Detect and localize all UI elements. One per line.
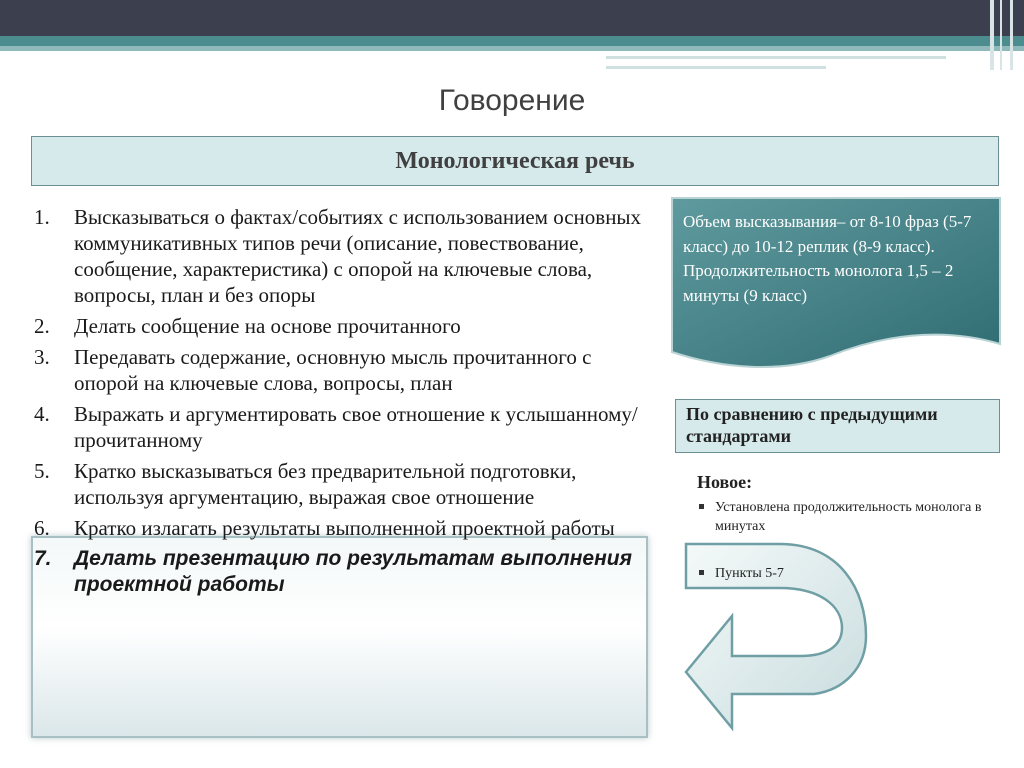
header-vstripe	[1010, 0, 1013, 70]
callout-text: Объем высказывания– от 8-10 фраз (5-7 класс) до 10-12 реплик (8-9 класс). Продолжительность монолога 1,5 – 2 минуты (9 класс)	[683, 212, 972, 305]
header-line	[606, 56, 946, 59]
list-item	[34, 458, 654, 510]
list-text: Кратко излагать результаты выполненной проектной работы	[74, 516, 615, 540]
list-item	[34, 313, 654, 339]
list-number: 3.	[34, 345, 50, 369]
slide-title: Говорение	[438, 84, 586, 117]
bullet-item	[697, 564, 897, 583]
header-line	[606, 66, 826, 69]
list-item	[34, 546, 654, 598]
bullet-text: Пункты 5-7	[715, 566, 784, 581]
bullet-square-icon	[699, 570, 704, 575]
bullet-item	[697, 498, 997, 536]
list-text: Кратко высказываться без предварительной подготовки, используя аргументацию, выражая свое отношение	[74, 459, 577, 509]
list-text: Выражать и аргументировать свое отношение к услышанному/прочитанному	[74, 402, 638, 452]
list-text: Передавать содержание, основную мысль прочитанного с опорой на ключевые слова, вопросы, план	[74, 345, 592, 395]
list-number: 4.	[34, 402, 50, 426]
list-number: 2.	[34, 314, 50, 338]
skills-list	[34, 204, 654, 603]
header-bar	[0, 0, 1024, 36]
new-label: Новое:	[697, 472, 753, 492]
header-vstripe	[1000, 0, 1002, 70]
header-stripe	[0, 36, 1024, 46]
list-number: 5.	[34, 459, 50, 483]
bullet-square-icon	[699, 504, 704, 509]
list-text: Делать сообщение на основе прочитанного	[74, 314, 461, 338]
list-number: 7.	[34, 547, 52, 570]
list-item	[34, 401, 654, 453]
list-item	[34, 515, 654, 541]
bullet-text: Установлена продолжительность монолога в минутах	[715, 500, 982, 534]
list-text: Высказываться о фактах/событиях с использованием основных коммуникативных типов речи (описание, повествование, сообщение, характеристика) с опорой на ключевые слова, вопросы, план и без опоры	[74, 205, 642, 307]
list-number: 1.	[34, 205, 50, 229]
new-bullets	[697, 498, 997, 536]
subtitle-box: Монологическая речь	[31, 136, 999, 186]
header-stripe-light	[0, 46, 1024, 51]
list-item	[34, 204, 654, 308]
list-item	[34, 344, 654, 396]
header-vstripe	[990, 0, 994, 70]
comparison-box: По сравнению с предыдущими стандартами	[675, 399, 1000, 453]
list-text: Делать презентацию по результатам выполнения проектной работы	[74, 547, 632, 596]
list-number: 6.	[34, 516, 50, 540]
